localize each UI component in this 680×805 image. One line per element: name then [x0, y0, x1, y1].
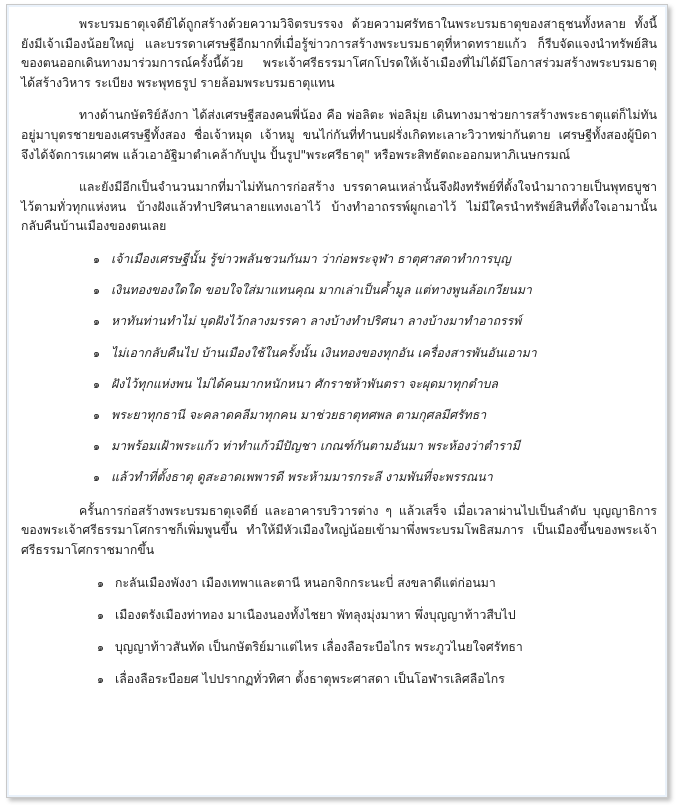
verse-text: เมืองตรังเมืองท่าทอง มาเนืองนองทั้งไชยา พัทลุงมุ่งมาหา พึ่งบุญญาท้าวสืบไป: [115, 607, 516, 622]
verse-list-1: [21, 250, 657, 488]
bullet-glyph: ๑: [97, 576, 104, 590]
paragraph-1: พระบรมธาตุเจดีย์ได้ถูกสร้างด้วยความวิจิตรบรรจง ด้วยความศรัทธาในพระบรมธาตุของสาธุชนทั้งหลาย ทั้งนี้ยังมีเจ้าเมืองน้อยใหญ่ และบรรดาเศรษฐีอีกมากที่เมื่อรู้ข่าวการสร้างพระบรมธาตุที่หาดทรายแก้ว ก็รีบจัดแจงนำทรัพย์สินของตนออกเดินทางมาร่วมการณ์ครั้งนี้ด้วย พระเจ้าศรีธรรมาโศกโปรดให้เจ้าเมืองที่ไม่ได้มีโอกาสร่วมสร้างพระบรมธาตุ ได้สร้างวิหาร ระเบียง พระพุทธรูป รายล้อมพระบรมธาตุแทน: [21, 17, 657, 90]
bullet-glyph: ๑: [93, 252, 100, 266]
verse-text: ฝังไว้ทุกแห่งพน ไม่ได้คนมากหนักหนา ศักราชห้าพันตรา จะผุดมาทุกตำบล: [111, 376, 498, 391]
bullet-glyph: ๑: [93, 440, 100, 454]
verse-text: หาทันท่านทำไม่ บุดฝังไว้กลางมรรคา ลางบ้างทำปริศนา ลางบ้างมาทำอาถรรพ์: [111, 314, 522, 329]
verse-text: เลื่องลือระบือยศ ไปปรากฏทั่วทิศา ตั้งธาตุพระศาสดา เป็นโอฬารเลิศลือไกร: [115, 672, 505, 687]
verse-item: [93, 281, 657, 301]
verse-text: เจ้าเมืองเศรษฐีนั้น รู้ข่าวพลันชวนกันมา ว่าก่อพระจุฬา ธาตุศาสดาทำการบุญ: [111, 251, 511, 266]
bullet-glyph: ๑: [93, 315, 100, 329]
bullet-glyph: ๑: [93, 408, 100, 422]
verse-item: [93, 468, 657, 488]
paragraph-2: ทางด้านกษัตริย์ลังกา ได้ส่งเศรษฐีสองคนพี่น้อง คือ พ่อลิตะ พ่อลิมุ่ย เดินทางมาช่วยการสร้างพระธาตุแต่ก็ไม่ทัน อยู่มาบุตรชายของเศรษฐีทั้งสอง ชื่อเจ้าหมุด เจ้าหมู ขนไก่กันที่ทำนบฝรั่งเกิดทะเลาะวิวาทฆ่ากันตาย เศรษฐีทั้งสองผู้บิดา จึงได้จัดการเผาศพ แล้วเอาอัฐิมาตำเคล้ากับปูน ปั้นรูป"พระศรีธาตุ" หรือพระสิทธัตถะออกมหาภิเนษกรมณ์: [21, 108, 657, 162]
bullet-glyph: ๑: [97, 673, 104, 687]
verse-text: บุญญาท้าวสันทัด เป็นกษัตริย์มาแต่ไหร เลื่องลือระบือไกร พระภูวไนยใจศรัทธา: [115, 640, 523, 654]
verse-text: มาพร้อมเฝ้าพระแก้ว ท่าทำแก้วมีปัญชา เกณฑ์กันตามอันมา พระห้องว่าตำรามี: [111, 439, 520, 454]
verse-list-2: [21, 574, 657, 690]
bullet-glyph: ๑: [93, 471, 100, 485]
verse-item: [97, 574, 657, 594]
document-content: [21, 15, 657, 704]
verse-text: กะลันเมืองพังงา เมืองเทพาและตานี หนอกจิกกระนะบี่ สงขลาดีแต่ก่อนมา: [115, 575, 496, 590]
bullet-glyph: ๑: [97, 608, 104, 622]
verse-text: แล้วทำที่ตั้งธาตุ ดูสะอาดเพพารดี พระห้ามมารกระลี งามพันที่จะพรรณนา: [111, 470, 493, 485]
paragraph-4: ครั้นการก่อสร้างพระบรมธาตุเจดีย์ และอาคารบริวารต่าง ๆ แล้วเสร็จ เมื่อเวลาผ่านไปเป็นลำดับ บุญญาธิการของพระเจ้าศรีธรรมาโศกราชก็เพิ่มพูนขึ้น ทำให้มีหัวเมืองใหญ่น้อยเข้ามาพึ่งพระบรมโพธิสมภาร เป็นเมืองขึ้นของพระเจ้าศรีธรรมาโศกราชมากขึ้น: [21, 503, 657, 558]
verse-text: เงินทองของใดใด ขอบใจใส่มาแทนคุณ มากเล่าเป็นค้ำมูล แต่ทางพูนล้อเกวียนมา: [111, 283, 532, 298]
verse-item: [93, 312, 657, 332]
verse-item: [93, 375, 657, 395]
verse-item: [93, 250, 657, 270]
document-page: [6, 4, 668, 798]
bullet-glyph: ๑: [97, 641, 104, 654]
verse-item: [97, 670, 657, 690]
verse-text: ไม่เอากลับคืนไป บ้านเมืองใช้ในครั้งนั้น เงินทองของทุกอัน เครื่องสารพันอันเอามา: [111, 345, 537, 360]
verse-item: [97, 606, 657, 626]
bullet-glyph: ๑: [93, 284, 100, 298]
verse-text: พระยาทุกธานี จะคลาดคลีมาทุกคน มาช่วยธาตุทศพล ตามกุศลมีศรัทธา: [111, 407, 487, 422]
bullet-glyph: ๑: [93, 346, 100, 360]
bullet-glyph: ๑: [93, 377, 100, 391]
verse-item: [93, 437, 657, 457]
verse-item: [97, 638, 657, 658]
verse-item: [93, 344, 657, 364]
verse-item: [93, 406, 657, 426]
paragraph-3: และยังมีอีกเป็นจำนวนมากที่มาไม่ทันการก่อสร้าง บรรดาคนเหล่านั้นจึงฝังทรัพย์ที่ตั้งใจนำมาถวายเป็นพุทธบูชาไว้ตามทั่วทุกแห่งหน บ้างฝังแล้วทำปริศนาลายแทงเอาไว้ บ้างทำอาถรรพ์ผูกเอาไว้ ไม่มีใครนำทรัพย์สินที่ตั้งใจเอามานั้นกลับคืนบ้านเมืองของตนเลย: [21, 180, 657, 234]
